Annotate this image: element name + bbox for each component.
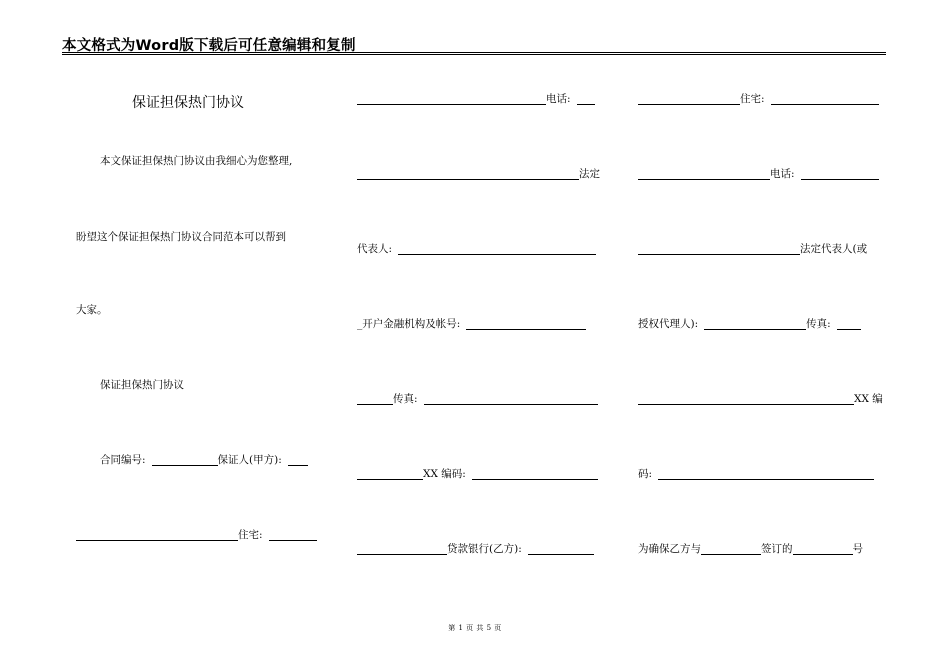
- header-title: 本文格式为Word版下载后可任意编辑和复制: [62, 38, 356, 54]
- signed-label: 签订的: [761, 543, 793, 555]
- code-label: 码:: [638, 468, 653, 480]
- lender-prefix-blank[interactable]: [357, 543, 447, 555]
- lender-line: [357, 542, 594, 556]
- phone-label: 电话:: [546, 93, 571, 105]
- residence-line-2: [638, 92, 879, 106]
- intro-text-1: 本文保证担保热门协议由我细心为您整理,: [100, 155, 293, 167]
- postcode-prefix-blank[interactable]: [357, 468, 423, 480]
- postcode-blank[interactable]: [472, 468, 598, 480]
- residence-label-2: 住宅:: [740, 93, 765, 105]
- xx-code-line: [638, 392, 883, 406]
- contract-number-blank[interactable]: [152, 454, 218, 466]
- phone-blank[interactable]: [577, 93, 595, 105]
- postcode-label: XX 编码:: [423, 468, 466, 480]
- intro-line-3: [76, 303, 108, 317]
- fax-blank[interactable]: [424, 393, 598, 405]
- phone-blank-2[interactable]: [801, 168, 879, 180]
- agent-blank[interactable]: [704, 318, 806, 330]
- ensure-line: [638, 542, 863, 556]
- contract-number-label: 合同编号:: [100, 454, 146, 466]
- legal-representative-line: [638, 242, 867, 256]
- agent-line: [638, 317, 861, 331]
- representative-blank[interactable]: [398, 243, 596, 255]
- legal-prefix-blank[interactable]: [357, 168, 579, 180]
- lender-label: 贷款银行(乙方):: [447, 543, 522, 555]
- subtitle: 保证担保热门协议: [100, 379, 184, 391]
- residence-line-1: [76, 528, 317, 542]
- phone-line-1: [357, 92, 595, 106]
- header-rule: [62, 52, 886, 53]
- page-number: 第 1 页 共 5 页: [448, 624, 502, 632]
- phone-line-2: [638, 167, 879, 181]
- phone-prefix-blank-2[interactable]: [638, 168, 770, 180]
- fax-label: 传真:: [393, 393, 418, 405]
- phone-label-2: 电话:: [770, 168, 795, 180]
- contract-number-line: [100, 453, 308, 467]
- intro-text-3: 大家。: [76, 304, 108, 316]
- document-title: 保证担保热门协议: [132, 95, 244, 111]
- ensure-blank-2[interactable]: [793, 543, 853, 555]
- residence-label: 住宅:: [238, 529, 263, 541]
- postcode-line: [357, 467, 598, 481]
- residence-prefix-blank-2[interactable]: [638, 93, 740, 105]
- residence-blank[interactable]: [269, 529, 317, 541]
- lender-blank[interactable]: [528, 543, 594, 555]
- subtitle-line: [100, 378, 184, 392]
- legal-representative-blank[interactable]: [638, 243, 800, 255]
- residence-blank-2[interactable]: [771, 93, 879, 105]
- ensure-blank-1[interactable]: [701, 543, 761, 555]
- phone-prefix-blank[interactable]: [357, 93, 546, 105]
- residence-prefix-blank[interactable]: [76, 529, 238, 541]
- bank-account-label: _开户金融机构及帐号:: [357, 318, 461, 330]
- representative-label: 代表人:: [357, 243, 393, 255]
- number-label: 号: [852, 543, 863, 555]
- fax-line-1: [357, 392, 598, 406]
- legal-representative-label: 法定代表人(或: [800, 243, 868, 255]
- legal-line: [357, 167, 600, 181]
- representative-line: [357, 242, 596, 256]
- fax-blank-2[interactable]: [837, 318, 861, 330]
- ensure-prefix: 为确保乙方与: [638, 543, 701, 555]
- intro-line-2: [76, 230, 286, 244]
- code-line: [638, 467, 874, 481]
- xx-code-prefix-blank[interactable]: [638, 393, 854, 405]
- guarantor-label: 保证人(甲方):: [217, 454, 282, 466]
- code-blank[interactable]: [658, 468, 874, 480]
- agent-label: 授权代理人):: [638, 318, 699, 330]
- fax-prefix-blank[interactable]: [357, 393, 393, 405]
- guarantor-blank[interactable]: [288, 454, 308, 466]
- bank-account-blank[interactable]: [466, 318, 586, 330]
- intro-text-2: 盼望这个保证担保热门协议合同范本可以帮到: [76, 231, 286, 243]
- header-rule-double: [62, 54, 886, 55]
- bank-account-line: [357, 317, 586, 331]
- fax-label-2: 传真:: [806, 318, 831, 330]
- xx-code-label: XX 编: [854, 393, 883, 405]
- intro-line-1: [100, 154, 292, 168]
- legal-label: 法定: [579, 168, 600, 180]
